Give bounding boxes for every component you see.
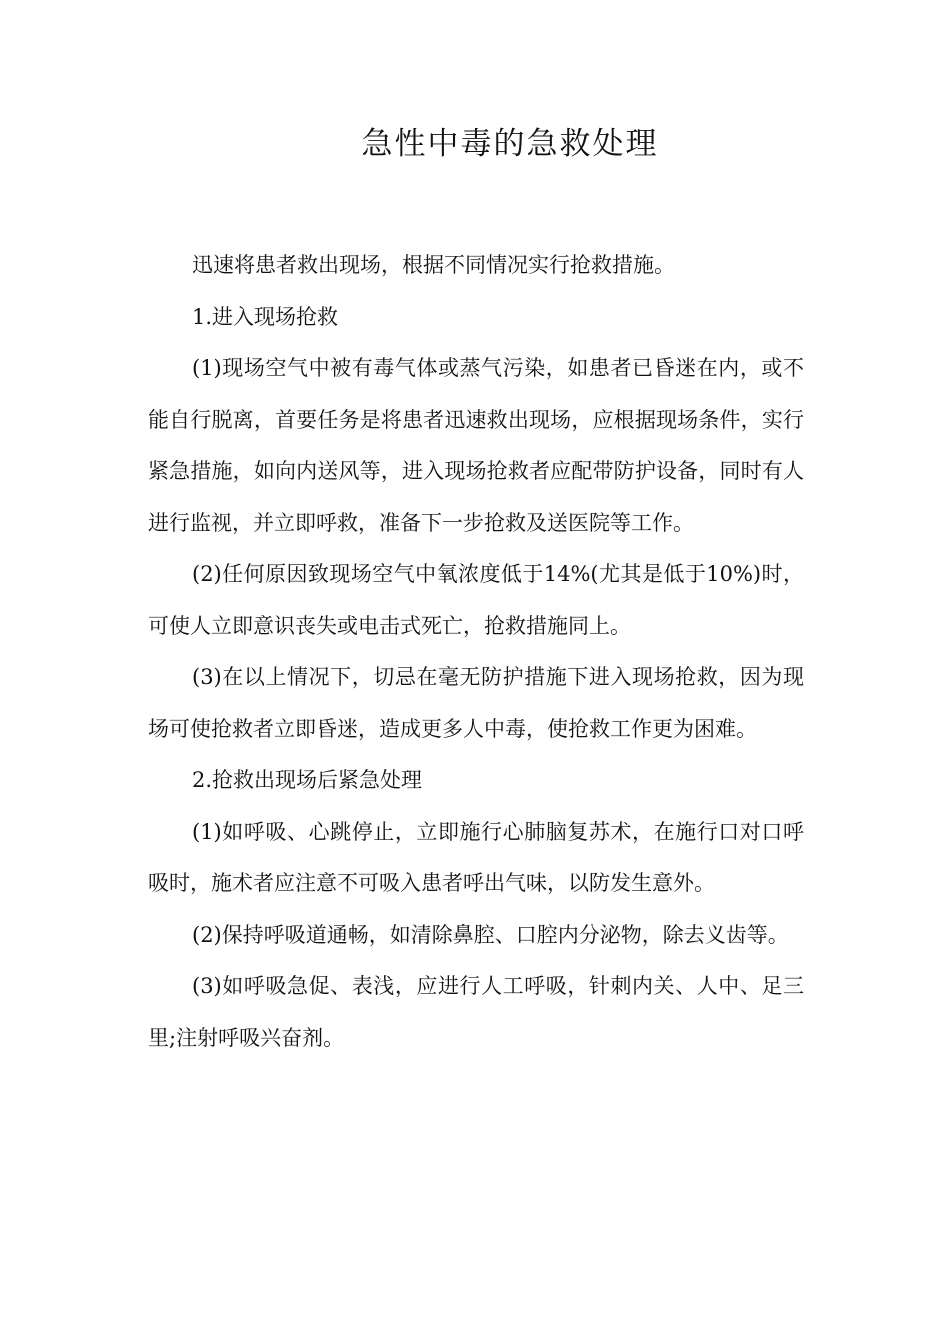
section-heading: 2.抢救出现场后紧急处理 (192, 768, 423, 792)
document-title: 急性中毒的急救处理 (361, 126, 659, 162)
paragraph: 迅速将患者救出现场，根据不同情况实行抢救措施。 (192, 253, 675, 277)
paragraph: (2)保持呼吸道通畅，如清除鼻腔、口腔内分泌物，除去义齿等。 (192, 922, 789, 947)
paragraph: (2)任何原因致现场空气中氧浓度低于14%(尤其是低于10%)时，可使人立即意识丧失或电击式死亡，抢救措施同上。 (148, 562, 804, 638)
paragraph: (1)如呼吸、心跳停止，立即施行心肺脑复苏术，在施行口对口呼吸时，施术者应注意不可吸入患者呼出气味，以防发生意外。 (148, 819, 804, 895)
paragraph: (1)现场空气中被有毒气体或蒸气污染，如患者已昏迷在内，或不能自行脱离，首要任务是将患者迅速救出现场，应根据现场条件，实行紧急措施，如向内送风等，进入现场抢救者应配带防护设备，同时有人进行监视，并立即呼救，准备下一步抢救及送医院等工作。 (148, 356, 804, 535)
paragraph: (3)如呼吸急促、表浅，应进行人工呼吸，针刺内关、人中、足三里;注射呼吸兴奋剂。 (148, 974, 804, 1050)
paragraph: (3)在以上情况下，切忌在毫无防护措施下进入现场抢救，因为现场可使抢救者立即昏迷，造成更多人中毒，使抢救工作更为困难。 (148, 665, 804, 741)
section-heading: 1.进入现场抢救 (192, 304, 339, 329)
document-body (148, 240, 804, 1064)
